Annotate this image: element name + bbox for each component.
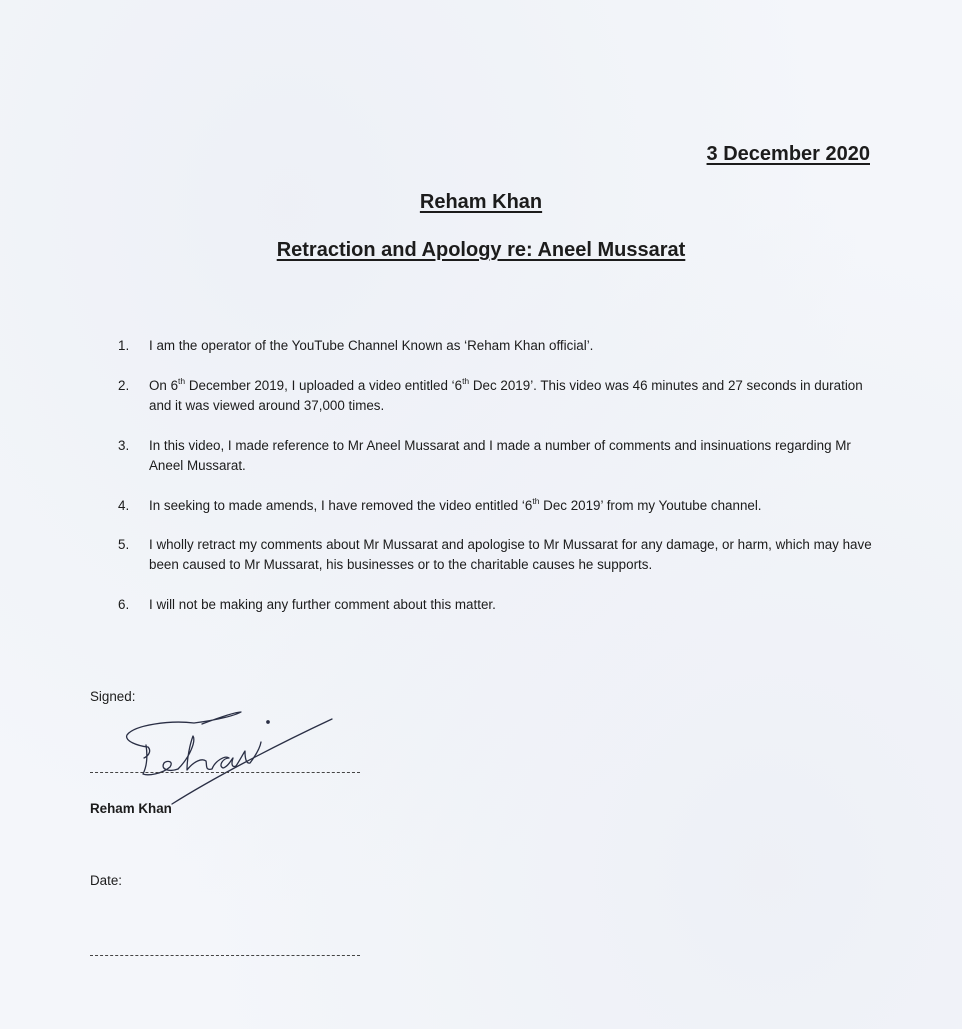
item-text: I am the operator of the YouTube Channel Known as ‘Reham Khan official’. <box>149 338 594 353</box>
ordinal-suffix: th <box>532 495 540 506</box>
document-date: 3 December 2020 <box>706 143 870 165</box>
statement-list <box>112 336 872 615</box>
item-text-part: On 6 <box>149 378 179 393</box>
signer-name: Reham Khan <box>90 801 172 816</box>
list-item <box>112 436 872 476</box>
list-item <box>112 376 872 416</box>
item-text <box>149 496 872 516</box>
ordinal-suffix: th <box>178 375 186 386</box>
signature-dot <box>267 721 269 723</box>
item-number: 5. <box>118 537 130 552</box>
item-text-part: In seeking to made amends, I have removed the video entitled ‘6 <box>149 498 533 513</box>
document-author-heading: Reham Khan <box>419 191 543 213</box>
item-number: 6. <box>118 597 130 612</box>
item-number: 4. <box>118 498 130 513</box>
signed-label: Signed: <box>90 689 136 704</box>
item-text-part: December 2019, I uploaded a video entitled ‘6 <box>185 378 463 393</box>
list-item <box>112 336 872 356</box>
signature-line <box>90 772 360 773</box>
signature-stroke <box>178 736 261 770</box>
item-number: 1. <box>118 338 130 353</box>
date-line <box>90 955 360 956</box>
list-item <box>112 595 872 615</box>
list-item <box>112 535 872 575</box>
signature-stroke <box>127 712 241 758</box>
signature-stroke <box>143 745 178 775</box>
signature-strokes <box>127 712 332 804</box>
item-text: I will not be making any further comment about this matter. <box>149 597 496 612</box>
item-text: In this video, I made reference to Mr Aneel Mussarat and I made a number of comments and insinuations regarding Mr Aneel Mussarat. <box>149 438 851 473</box>
item-text: I wholly retract my comments about Mr Mussarat and apologise to Mr Mussarat for any damage, or harm, which may have been caused to Mr Mussarat, his businesses or to the charitable causes he supports. <box>149 537 872 572</box>
item-text <box>149 376 872 416</box>
item-text-part: Dec 2019’ from my Youtube channel. <box>539 498 762 513</box>
list-item <box>112 496 872 516</box>
ordinal-suffix: th <box>462 375 470 386</box>
item-text-part: Dec 2019’. This video was 46 minutes and 27 seconds in duration and it was viewed around 37,000 times. <box>149 378 863 413</box>
document-title: Retraction and Apology re: Aneel Mussarat <box>276 239 686 261</box>
date-label: Date: <box>90 873 123 888</box>
item-number: 2. <box>118 378 130 393</box>
item-number: 3. <box>118 438 130 453</box>
